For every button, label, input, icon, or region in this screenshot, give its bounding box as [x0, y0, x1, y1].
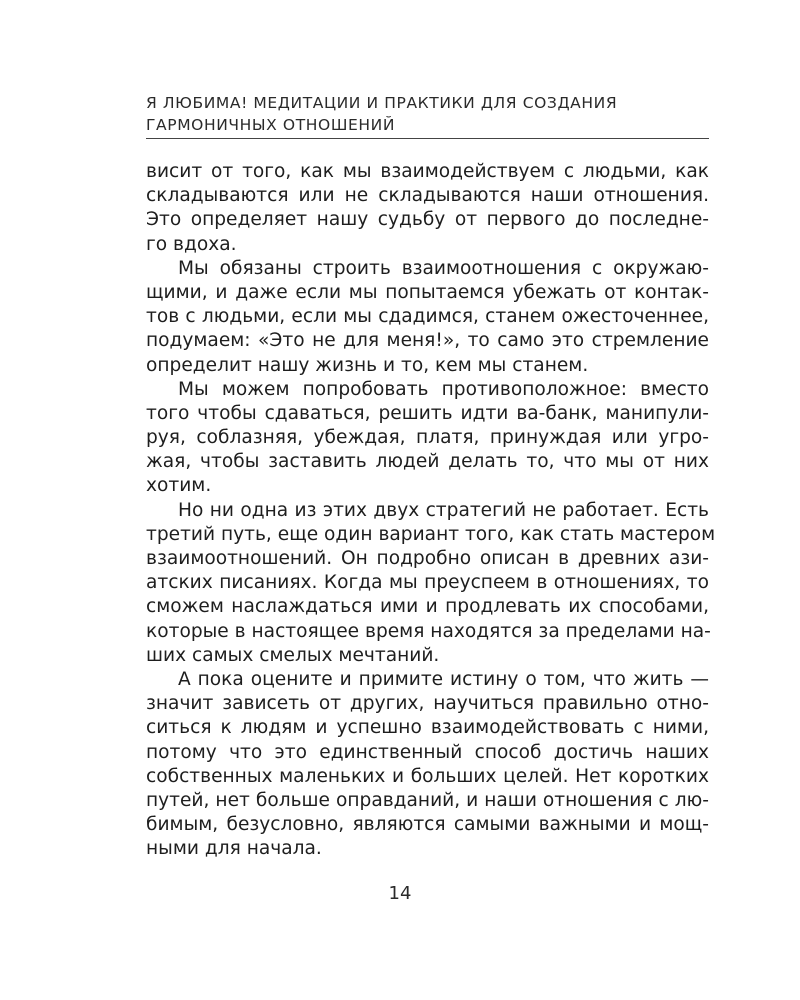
text-line: значит зависеть от других, научиться правильно отно-	[146, 693, 709, 715]
text-line: складываются или не складываются наши отношения.	[146, 185, 709, 207]
text-line: бимым, безусловно, являются самыми важными и мощ-	[146, 814, 709, 836]
text-line: щими, и даже если мы попытаемся убежать от контак-	[146, 281, 709, 303]
running-head-line: ГАРМОНИЧНЫХ ОТНОШЕНИЙ	[146, 116, 396, 134]
text-line: тов с людьми, если мы сдадимся, станем ожесточеннее,	[146, 306, 709, 328]
text-line: ших самых смелых мечтаний.	[146, 644, 440, 666]
text-line: висит от того, как мы взаимодействуем с людьми, как	[146, 161, 709, 182]
text-line: того чтобы сдаваться, решить идти ва-банк, манипули-	[146, 402, 709, 424]
text-line: Это определяет нашу судьбу от первого до последне-	[146, 209, 709, 231]
page-number: 14	[388, 883, 412, 904]
text-line: которые в настоящее время находятся за пределами на-	[146, 620, 711, 642]
text-line: собственных маленьких и больших целей. Нет коротких	[146, 765, 709, 787]
text-line: сможем наслаждаться ими и продлевать их способами,	[146, 596, 709, 618]
text-line: хотим.	[146, 475, 212, 497]
text-line: ными для начала.	[146, 838, 322, 860]
text-line: атских писаниях. Когда мы преуспеем в отношениях, то	[146, 572, 709, 594]
header-rule	[146, 138, 709, 139]
text-line: Мы можем попробовать противоположное: вместо	[178, 378, 709, 400]
text-line: подумаем: «Это не для меня!», то само это стремление	[146, 330, 709, 352]
running-head-line: Я ЛЮБИМА! МЕДИТАЦИИ И ПРАКТИКИ ДЛЯ СОЗДАНИЯ	[146, 94, 618, 112]
text-line: жая, чтобы заставить людей делать то, что мы от них	[146, 451, 709, 473]
text-line: Но ни одна из этих двух стратегий не работает. Есть	[178, 499, 709, 521]
text-line: третий путь, еще один вариант того, как стать мастером	[146, 523, 716, 545]
text-line: взаимоотношений. Он подробно описан в древних ази-	[146, 548, 709, 569]
text-line: ситься к людям и успешно взаимодействовать с ними,	[146, 717, 709, 739]
text-line: Мы обязаны строить взаимоотношения с окружаю-	[178, 257, 709, 279]
text-line: го вдоха.	[146, 233, 237, 255]
text-line: потому что это единственный способ достичь наших	[146, 741, 709, 763]
text-line: определит нашу жизнь и то, кем мы станем.	[146, 354, 589, 376]
running-head	[146, 92, 706, 136]
body-text	[146, 160, 716, 861]
text-line: путей, нет больше оправданий, и наши отношения с лю-	[146, 789, 709, 811]
text-line: руя, соблазняя, убеждая, платя, принуждая или угро-	[146, 427, 709, 449]
text-line: А пока оцените и примите истину о том, что жить —	[178, 668, 709, 690]
